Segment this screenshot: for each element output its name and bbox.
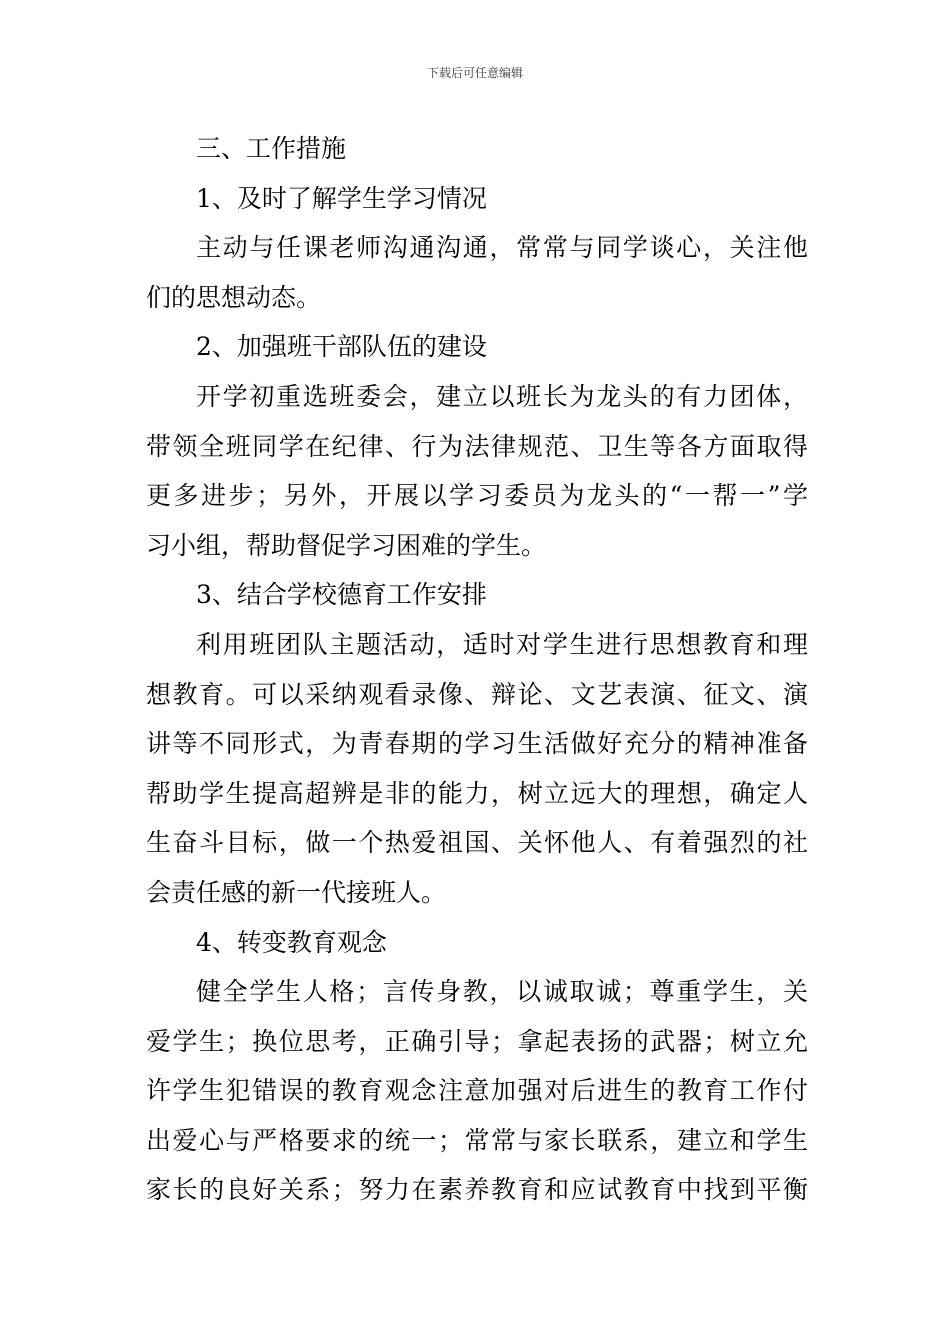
paragraph-line: 利用班团队主题活动，适时对学生进行思想教育和理: [196, 629, 808, 659]
paragraph-line: 带领全班同学在纪律、行为法律规范、卫生等各方面取得: [146, 431, 808, 461]
paragraph-line: 想教育。可以采纳观看录像、辩论、文艺表演、征文、演: [146, 679, 808, 709]
paragraph-line: 生奋斗目标，做一个热爱祖国、关怀他人、有着强烈的社: [146, 828, 808, 858]
paragraph-line: 会责任感的新一代接班人。: [146, 877, 447, 907]
subheading-3: 3、结合学校德育工作安排: [196, 580, 487, 610]
paragraph-line: 健全学生人格；言传身教，以诚取诚；尊重学生，关: [196, 977, 808, 1007]
paragraph-line: 许学生犯错误的教育观念注意加强对后进生的教育工作付: [146, 1076, 808, 1106]
document-body: [146, 124, 808, 1215]
paragraph-line: 开学初重选班委会，建立以班长为龙头的有力团体，: [196, 381, 808, 411]
paragraph-line: 出爱心与严格要求的统一；常常与家长联系，建立和学生: [146, 1125, 808, 1155]
page-header: 下载后可任意编辑: [426, 66, 523, 80]
paragraph-line: 家长的良好关系；努力在素养教育和应试教育中找到平衡: [146, 1175, 808, 1205]
paragraph-line: 更多进步；另外，开展以学习委员为龙头的“一帮一”学: [146, 481, 808, 511]
paragraph-line: 们的思想动态。: [146, 282, 322, 312]
subheading-4: 4、转变教育观念: [196, 927, 387, 957]
paragraph-line: 主动与任课老师沟通沟通，常常与同学谈心，关注他: [196, 233, 808, 263]
subheading-1: 1、及时了解学生学习情况: [196, 183, 487, 213]
paragraph-line: 爱学生；换位思考，正确引导；拿起表扬的武器；树立允: [146, 1026, 808, 1056]
paragraph-line: 帮助学生提高超辨是非的能力，树立远大的理想，确定人: [146, 778, 808, 808]
subheading-2: 2、加强班干部队伍的建设: [196, 332, 487, 362]
section-heading: 三、工作措施: [196, 134, 347, 163]
paragraph-line: 讲等不同形式，为青春期的学习生活做好充分的精神准备: [146, 729, 808, 759]
paragraph-line: 习小组，帮助督促学习困难的学生。: [146, 530, 547, 560]
